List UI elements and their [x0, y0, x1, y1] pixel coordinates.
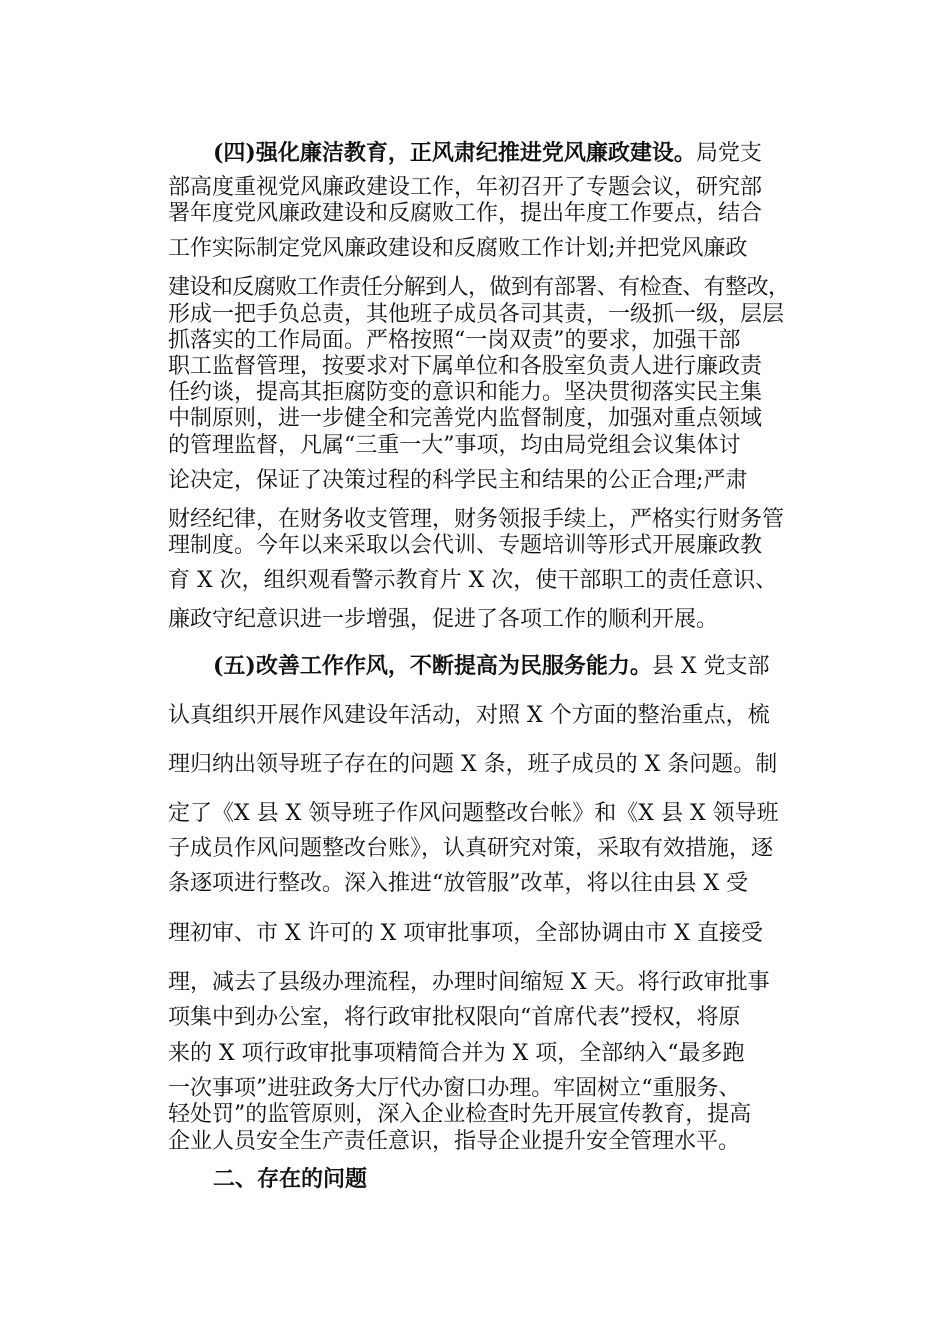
paragraph-first-line [213, 140, 790, 167]
paragraph-line: 形成一把手负总责，其他班子成员各司其责，一级抓一级，层层 [168, 302, 785, 327]
paragraph-line: 廉政守纪意识进一步增强，促进了各项工作的顺利开展。 [168, 607, 719, 632]
paragraph-line: 论决定，保证了决策过程的科学民主和结果的公正合理;严肃 [168, 468, 748, 493]
paragraph-line: 建设和反腐败工作责任分解到人，做到有部署、有检查、有整改， [168, 275, 790, 300]
paragraph-line: 职工监督管理，按要求对下属单位和各股室负责人进行廉政责 [168, 354, 763, 379]
paragraph-line: 企业人员安全生产责任意识，指导企业提升安全管理水平。 [168, 1129, 741, 1154]
paragraph-line: 理制度。今年以来采取以会代训、专题培训等形式开展廉政教 [168, 533, 763, 558]
paragraph-line: 的管理监督，凡属“三重一大”事项，均由局党组会议集体讨 [168, 433, 741, 458]
paragraph-line: 署年度党风廉政建设和反腐败工作，提出年度工作要点，结合 [168, 201, 763, 226]
paragraph-line: 项集中到办公室，将行政审批权限向“首席代表”授权，将原 [168, 1005, 741, 1030]
section-title: 二、存在的问题 [213, 1166, 368, 1192]
paragraph-line: 育 X 次，组织观看警示教育片 X 次，使干部职工的责任意识、 [168, 568, 778, 593]
paragraph-line: 任约谈，提高其拒腐防变的意识和能力。坚决贯彻落实民主集 [168, 380, 763, 405]
paragraph-line: 来的 X 项行政审批事项精简合并为 X 项，全部纳入“最多跑 [168, 1041, 745, 1066]
paragraph-line: 理归纳出领导班子存在的问题 X 条，班子成员的 X 条问题。制 [168, 752, 778, 777]
paragraph-line: 抓落实的工作局面。严格按照“一岗双责”的要求，加强干部 [168, 328, 741, 353]
paragraph-first-line [213, 653, 790, 680]
paragraph-line: 部高度重视党风廉政建设工作，年初召开了专题会议，研究部 [168, 175, 763, 200]
paragraph-line: 理，减去了县级办理流程，办理时间缩短 X 天。将行政审批事 [168, 970, 770, 995]
section-heading: (五)改善工作作风，不断提高为民服务能力。 [213, 653, 652, 679]
paragraph-text: 局党支 [695, 141, 762, 166]
paragraph-text: 县 X 党支部 [651, 654, 770, 679]
paragraph-line: 子成员作风问题整改台账》，认真研究对策，采取有效措施，逐 [168, 836, 774, 861]
paragraph-line: 认真组织开展作风建设年活动，对照 X 个方面的整治重点，梳 [168, 703, 770, 728]
paragraph-line: 定了《X 县 X 领导班子作风问题整改台帐》和《X 县 X 领导班 [168, 801, 779, 826]
paragraph-line: 理初审、市 X 许可的 X 项审批事项，全部协调由市 X 直接受 [168, 921, 763, 946]
paragraph-line: 工作实际制定党风廉政建设和反腐败工作计划;并把党风廉政 [168, 236, 748, 261]
paragraph-line: 一次事项”进驻政务大厅代办窗口办理。牢固树立“重服务、 [168, 1076, 741, 1101]
paragraph-line: 轻处罚”的监管原则，深入企业检查时先开展宣传教育，提高 [168, 1102, 752, 1127]
section-heading: (四)强化廉洁教育，正风肃纪推进党风廉政建设。 [213, 140, 696, 166]
paragraph-line: 中制原则，进一步健全和完善党内监督制度，加强对重点领域 [168, 406, 763, 431]
paragraph-line: 财经纪律，在财务收支管理，财务领报手续上，严格实行财务管 [168, 507, 785, 532]
paragraph-line: 条逐项进行整改。深入推进“放管服”改革，将以往由县 X 受 [168, 871, 749, 896]
